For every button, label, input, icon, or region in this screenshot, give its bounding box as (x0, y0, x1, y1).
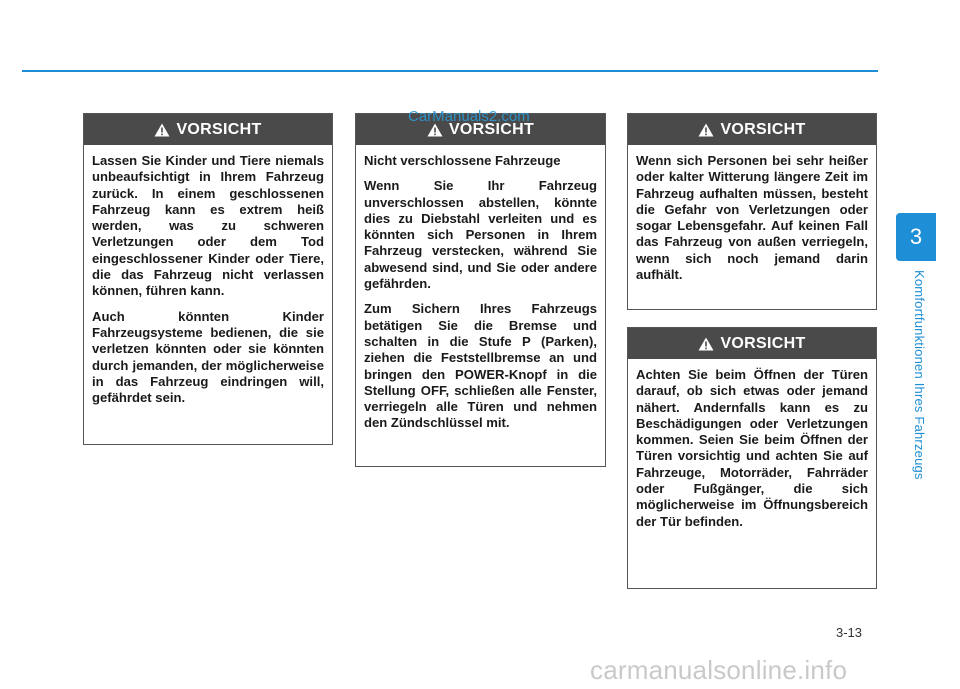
caution-box-door-opening (627, 327, 877, 589)
caution-subheading: Nicht verschlossene Fahrzeuge (364, 153, 561, 168)
caution-header-label: VORSICHT (720, 120, 806, 138)
caution-header (84, 114, 332, 145)
watermark-top: CarManuals2.com (408, 108, 530, 125)
caution-paragraph: Wenn Sie Ihr Fahrzeug unverschlossen abstellen, könnte dies zu Diebstahl verleiten und es könnten sich Personen in Ihrem Fahrzeug verstecken, während Sie abwesend sind, und Sie oder andere gefährden. (364, 178, 597, 292)
caution-box-weather (627, 113, 877, 310)
chapter-tab: 3 (896, 213, 936, 261)
caution-header-label: VORSICHT (448, 120, 535, 138)
caution-header-label: VORSICHT (720, 334, 806, 352)
page-number: 3-13 (836, 625, 863, 640)
warning-triangle-icon (698, 123, 714, 137)
caution-paragraph: Auch könnten Kinder Fahrzeugsysteme bedienen, die sie verletzen könnten oder sie könnten durch jemanden, der möglicherweise in das Fahrzeug eindringen will, gefährdet sein. (92, 308, 324, 406)
warning-triangle-icon (698, 337, 714, 351)
caution-header (628, 114, 876, 145)
caution-paragraph: Zum Sichern Ihres Fahrzeugs betätigen Sie die Bremse und schalten in die Stufe P (Parken), ziehen die Feststellbremse an und bringen den POWER-Knopf in die Stellung OFF, schließen alle Fenster, verriegeln alle Türen und nehmen den Zündschlüssel mit. (364, 301, 597, 431)
warning-triangle-icon (154, 123, 170, 137)
watermark-bottom: carmanualsonline.info (590, 655, 848, 685)
chapter-title: Komfortfunktionen Ihres Fahrzeugs (912, 270, 927, 480)
caution-paragraph: Achten Sie beim Öffnen der Türen darauf, ob sich etwas oder jemand nähert. Andernfalls kann es zu Beschädigungen oder Verletzungen kommen. Seien Sie beim Öffnen der Türen vorsichtig und achten Sie auf Fahrzeuge, Motorräder, Fahrräder oder Fußgänger, die sich möglicherweise im Öffnungsbereich der Tür befinden. (636, 367, 868, 529)
caution-paragraph: Wenn sich Personen bei sehr heißer oder kalter Witterung längere Zeit im Fahrzeug aufhalten müssen, besteht die Gefahr von Verletzungen oder sogar Lebensgefahr. Auf keinen Fall das Fahrzeug von außen verriegeln, wenn sich noch jemand darin aufhält. (636, 153, 868, 283)
top-divider (22, 70, 878, 72)
caution-header-label: VORSICHT (176, 120, 262, 138)
caution-box-children-pets (83, 113, 333, 445)
caution-paragraph: Lassen Sie Kinder und Tiere niemals unbeaufsichtigt in Ihrem Fahrzeug zurück. In einem geschlossenen Fahrzeug kann es extrem heiß werden, was zu schweren Verletzungen oder dem Tod eingeschlossener Kinder oder Tiere, die das Fahrzeug nicht verlassen können, führen kann. (92, 153, 324, 299)
caution-box-unlocked-vehicle (355, 113, 606, 467)
caution-header (628, 328, 876, 359)
